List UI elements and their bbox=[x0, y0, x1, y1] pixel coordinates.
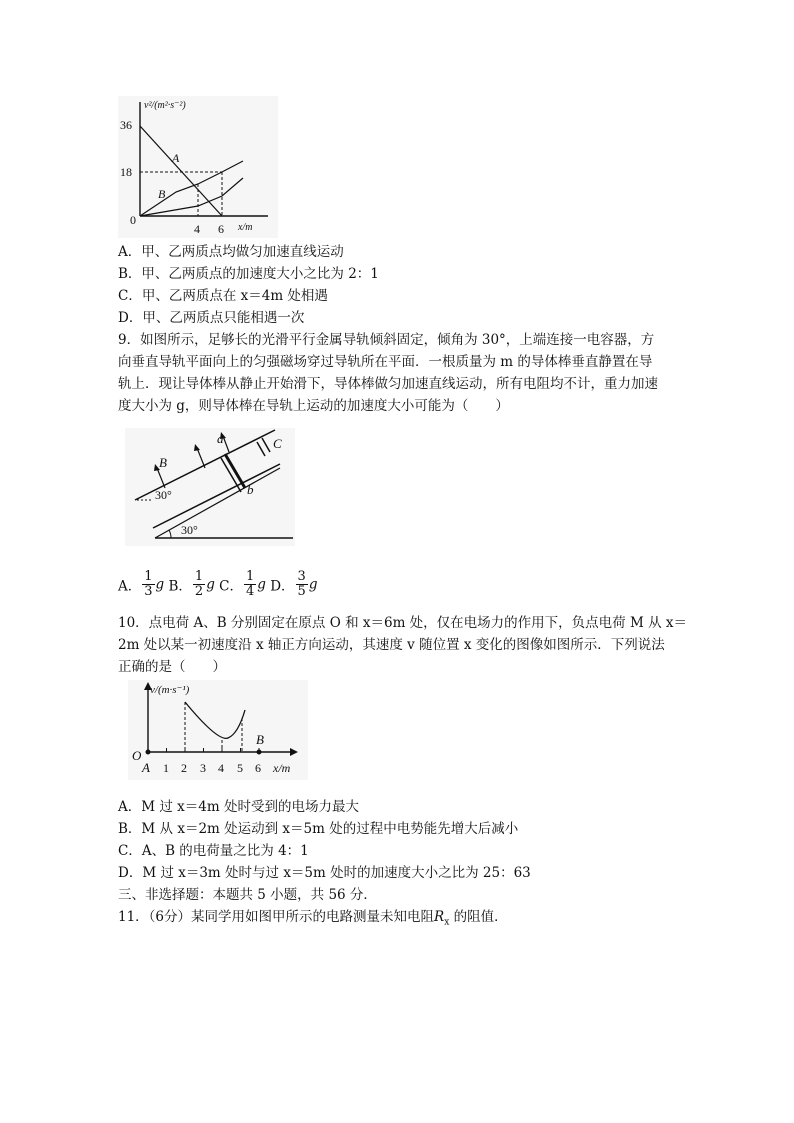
line-b-label: B bbox=[158, 187, 166, 201]
x-tick-4: 4 bbox=[194, 222, 200, 236]
q9-option-a-var: g bbox=[155, 576, 165, 593]
point-a-label: A bbox=[142, 760, 150, 775]
q9-option-b-var: g bbox=[206, 576, 215, 593]
q9-option-d-frac bbox=[296, 570, 308, 599]
x-tick-1: 1 bbox=[163, 761, 169, 775]
label-a: a bbox=[217, 431, 224, 446]
q9-option-d-den: 5 bbox=[297, 584, 306, 599]
y-axis-label: v/(m·s⁻¹) bbox=[150, 684, 190, 696]
q8-option-b: B．甲、乙两质点的加速度大小之比为 2：1 bbox=[118, 266, 379, 282]
q10-line-1: 10．点电荷 A、B 分别固定在原点 O 和 x＝6m 处，仅在电场力的作用下，负点电荷 M 从 x＝ bbox=[118, 615, 687, 631]
origin-label: O bbox=[132, 748, 142, 763]
q11-text bbox=[118, 908, 508, 932]
q9-line-2: 向垂直导轨平面向上的匀强磁场穿过导轨所在平面．一根质量为 m 的导体棒垂直静置在导 bbox=[118, 354, 653, 370]
point-b-label: B bbox=[256, 732, 264, 747]
x-tick-6: 6 bbox=[218, 222, 224, 236]
q9-option-d-num: 3 bbox=[297, 569, 306, 584]
angle-bottom: 30° bbox=[181, 523, 198, 537]
q10-line-2: 2m 处以某一初速度沿 x 轴正方向运动，其速度 v 随位置 x 变化的图像如图所示．下列说法 bbox=[118, 637, 665, 653]
q9-incline-figure bbox=[125, 428, 295, 546]
q8-option-c: C．甲、乙两质点在 x＝4m 处相遇 bbox=[118, 288, 328, 304]
q11-tail: 的阻值． bbox=[449, 909, 508, 925]
x-axis-label: x/m bbox=[273, 761, 291, 775]
q9-option-a-frac bbox=[142, 570, 154, 599]
q10-option-a: A．M 过 x＝4m 处时受到的电场力最大 bbox=[118, 799, 359, 815]
line-a-label: A bbox=[172, 151, 180, 165]
q9-option-c-den: 4 bbox=[245, 584, 255, 599]
y-tick-36: 36 bbox=[120, 118, 132, 132]
origin-label: 0 bbox=[130, 213, 136, 227]
q9-option-b-frac bbox=[193, 570, 205, 599]
q9-line-3: 轨上．现让导体棒从静止开始滑下，导体棒做匀加速直线运动，所有电阻均不计，重力加速 bbox=[118, 376, 658, 392]
q9-option-c-letter: C． bbox=[219, 578, 243, 595]
q10-option-d: D．M 过 x＝3m 处时与过 x＝5m 处时的加速度大小之比为 25：63 bbox=[118, 865, 531, 881]
q9-line-4: 度大小为 g，则导体棒在导轨上运动的加速度大小可能为（ ） bbox=[118, 398, 509, 414]
q11-stem: 11．（6分）某同学用如图甲所示的电路测量未知电阻 bbox=[118, 909, 435, 925]
x-tick-4: 4 bbox=[218, 761, 224, 775]
q9-option-b-num: 1 bbox=[194, 569, 204, 584]
y-tick-18: 18 bbox=[120, 165, 132, 179]
q9-option-c-num: 1 bbox=[245, 569, 255, 584]
q9-option-b-letter: B． bbox=[168, 578, 192, 595]
label-c: C bbox=[273, 436, 282, 451]
q9-option-a-den: 3 bbox=[144, 584, 153, 599]
angle-top: 30° bbox=[155, 488, 172, 502]
x-tick-2: 2 bbox=[181, 761, 187, 775]
q9-option-d-letter: D． bbox=[270, 578, 295, 595]
q10-line-3: 正确的是（ ） bbox=[118, 659, 226, 675]
q9-option-a-letter: A． bbox=[118, 578, 142, 595]
section-heading: 三、非选择题：本题共 5 小题，共 56 分． bbox=[118, 887, 377, 903]
q9-options bbox=[118, 570, 317, 599]
q9-option-b-den: 2 bbox=[194, 584, 204, 599]
q9-option-c-var: g bbox=[257, 576, 266, 593]
q10-option-c: C．A、B 的电荷量之比为 4：1 bbox=[118, 843, 309, 859]
q9-line-1: 9．如图所示，足够长的光滑平行金属导轨倾斜固定，倾角为 30°，上端连接一电容器，方 bbox=[118, 332, 655, 348]
label-b: b bbox=[247, 482, 254, 497]
q11-subscript: x bbox=[444, 917, 450, 928]
label-b-field: B bbox=[159, 455, 167, 470]
x-tick-6: 6 bbox=[255, 761, 261, 775]
q8-option-d: D．甲、乙两质点只能相遇一次 bbox=[118, 310, 305, 326]
q9-option-d-var: g bbox=[308, 576, 318, 593]
x-tick-5: 5 bbox=[237, 761, 243, 775]
q8-graph bbox=[118, 96, 278, 238]
q9-option-c-frac bbox=[244, 570, 256, 599]
q8-option-a: A．甲、乙两质点均做匀加速直线运动 bbox=[118, 244, 344, 260]
x-axis-label: x/m bbox=[238, 222, 253, 233]
q9-option-a-num: 1 bbox=[144, 569, 153, 584]
q11-symbol: R bbox=[434, 909, 445, 925]
x-tick-3: 3 bbox=[200, 761, 206, 775]
q10-graph bbox=[128, 680, 308, 780]
q10-option-b: B．M 从 x＝2m 处运动到 x＝5m 处的过程中电势能先增大后减小 bbox=[118, 821, 519, 837]
y-axis-label: v²/(m²·s⁻²) bbox=[144, 100, 186, 111]
